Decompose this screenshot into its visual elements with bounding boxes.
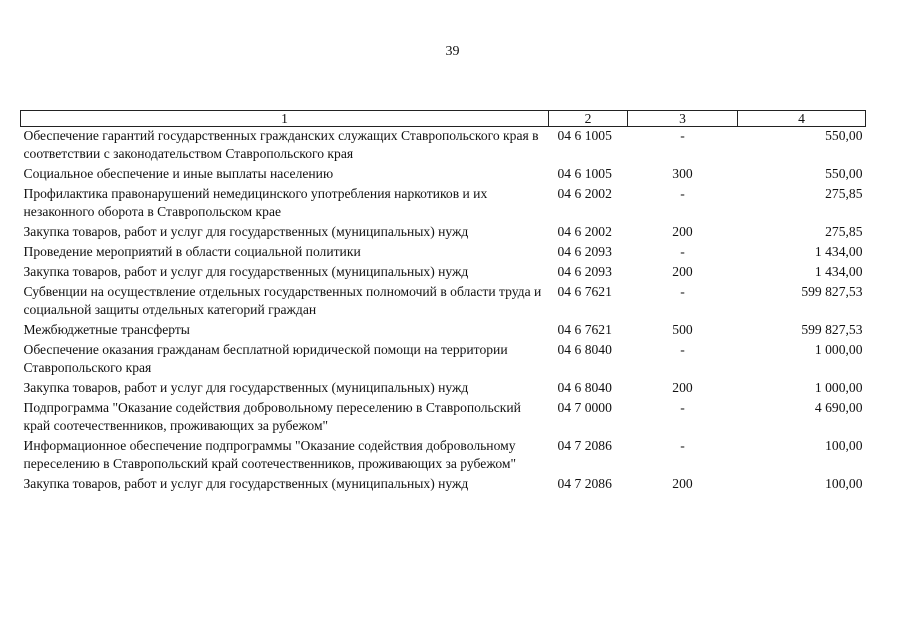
table-row — [21, 321, 866, 341]
row-code: 04 6 2093 — [557, 264, 612, 279]
row-sum: 100,00 — [825, 476, 863, 491]
column-header-3: 3 — [628, 111, 738, 127]
table-row — [21, 263, 866, 283]
row-sum: 1 000,00 — [814, 380, 863, 395]
row-code: 04 6 7621 — [557, 322, 612, 337]
table-row — [21, 223, 866, 243]
column-header-4: 4 — [738, 111, 866, 127]
row-sum: 275,85 — [825, 224, 863, 239]
table-row — [21, 127, 866, 166]
row-type: 200 — [672, 264, 693, 279]
row-code: 04 6 2093 — [557, 244, 612, 259]
row-name: Проведение мероприятий в области социальной политики — [23, 244, 361, 259]
table-row — [21, 185, 866, 223]
row-name: Обеспечение гарантий государственных гражданских служащих Ставропольского края в соответствии с законодательством Ставропольского края — [23, 128, 539, 161]
row-code: 04 7 0000 — [557, 400, 612, 415]
row-name: Информационное обеспечение подпрограммы "Оказание содействия добровольному переселению в Ставропольский край соотечественников, проживающих за рубежом" — [23, 438, 517, 471]
row-type: - — [680, 284, 685, 299]
row-sum: 550,00 — [825, 128, 863, 143]
row-name: Закупка товаров, работ и услуг для государственных (муниципальных) нужд — [23, 264, 469, 279]
row-code: 04 6 2002 — [557, 186, 612, 201]
table-row — [21, 379, 866, 399]
row-type: 200 — [672, 380, 693, 395]
row-code: 04 6 8040 — [557, 380, 612, 395]
row-sum: 1 434,00 — [814, 264, 863, 279]
row-name: Социальное обеспечение и иные выплаты населению — [23, 166, 334, 181]
table-header-row — [21, 111, 866, 127]
row-name: Субвенции на осуществление отдельных государственных полномочий в области труда и социальной защиты отдельных категорий граждан — [23, 284, 542, 317]
row-name: Закупка товаров, работ и услуг для государственных (муниципальных) нужд — [23, 476, 469, 491]
row-name: Подпрограмма "Оказание содействия добровольному переселению в Ставропольский край соотечественников, проживающих за рубежом" — [23, 400, 521, 433]
column-header-2: 2 — [549, 111, 628, 127]
row-code: 04 6 7621 — [557, 284, 612, 299]
page-number: 39 — [445, 44, 460, 59]
row-type: - — [680, 244, 685, 259]
row-sum: 599 827,53 — [801, 284, 863, 299]
column-header-1: 1 — [21, 111, 549, 127]
row-code: 04 6 1005 — [557, 166, 612, 181]
row-type: - — [680, 128, 685, 143]
table-row — [21, 475, 866, 495]
row-sum: 4 690,00 — [814, 400, 863, 415]
row-type: - — [680, 186, 685, 201]
row-sum: 100,00 — [825, 438, 863, 453]
row-type: 500 — [672, 322, 693, 337]
table-row — [21, 165, 866, 185]
row-sum: 1 434,00 — [814, 244, 863, 259]
table-row — [21, 437, 866, 475]
table-row — [21, 283, 866, 321]
row-sum: 550,00 — [825, 166, 863, 181]
table-row — [21, 341, 866, 379]
row-type: - — [680, 342, 685, 357]
row-type: 200 — [672, 476, 693, 491]
row-code: 04 7 2086 — [557, 476, 612, 491]
row-code: 04 6 8040 — [557, 342, 612, 357]
table-row — [21, 399, 866, 437]
budget-table — [20, 110, 866, 495]
row-sum: 275,85 — [825, 186, 863, 201]
row-code: 04 7 2086 — [557, 438, 612, 453]
row-sum: 599 827,53 — [801, 322, 863, 337]
row-name: Межбюджетные трансферты — [23, 322, 190, 337]
row-type: - — [680, 438, 685, 453]
row-code: 04 6 1005 — [557, 128, 612, 143]
row-name: Профилактика правонарушений немедицинского употребления наркотиков и их незаконного оборота в Ставропольском крае — [23, 186, 488, 219]
row-code: 04 6 2002 — [557, 224, 612, 239]
row-name: Закупка товаров, работ и услуг для государственных (муниципальных) нужд — [23, 224, 469, 239]
table-row — [21, 243, 866, 263]
row-type: 200 — [672, 224, 693, 239]
row-sum: 1 000,00 — [814, 342, 863, 357]
row-name: Обеспечение оказания гражданам бесплатной юридической помощи на территории Ставропольского края — [23, 342, 508, 375]
row-type: - — [680, 400, 685, 415]
row-type: 300 — [672, 166, 693, 181]
row-name: Закупка товаров, работ и услуг для государственных (муниципальных) нужд — [23, 380, 469, 395]
